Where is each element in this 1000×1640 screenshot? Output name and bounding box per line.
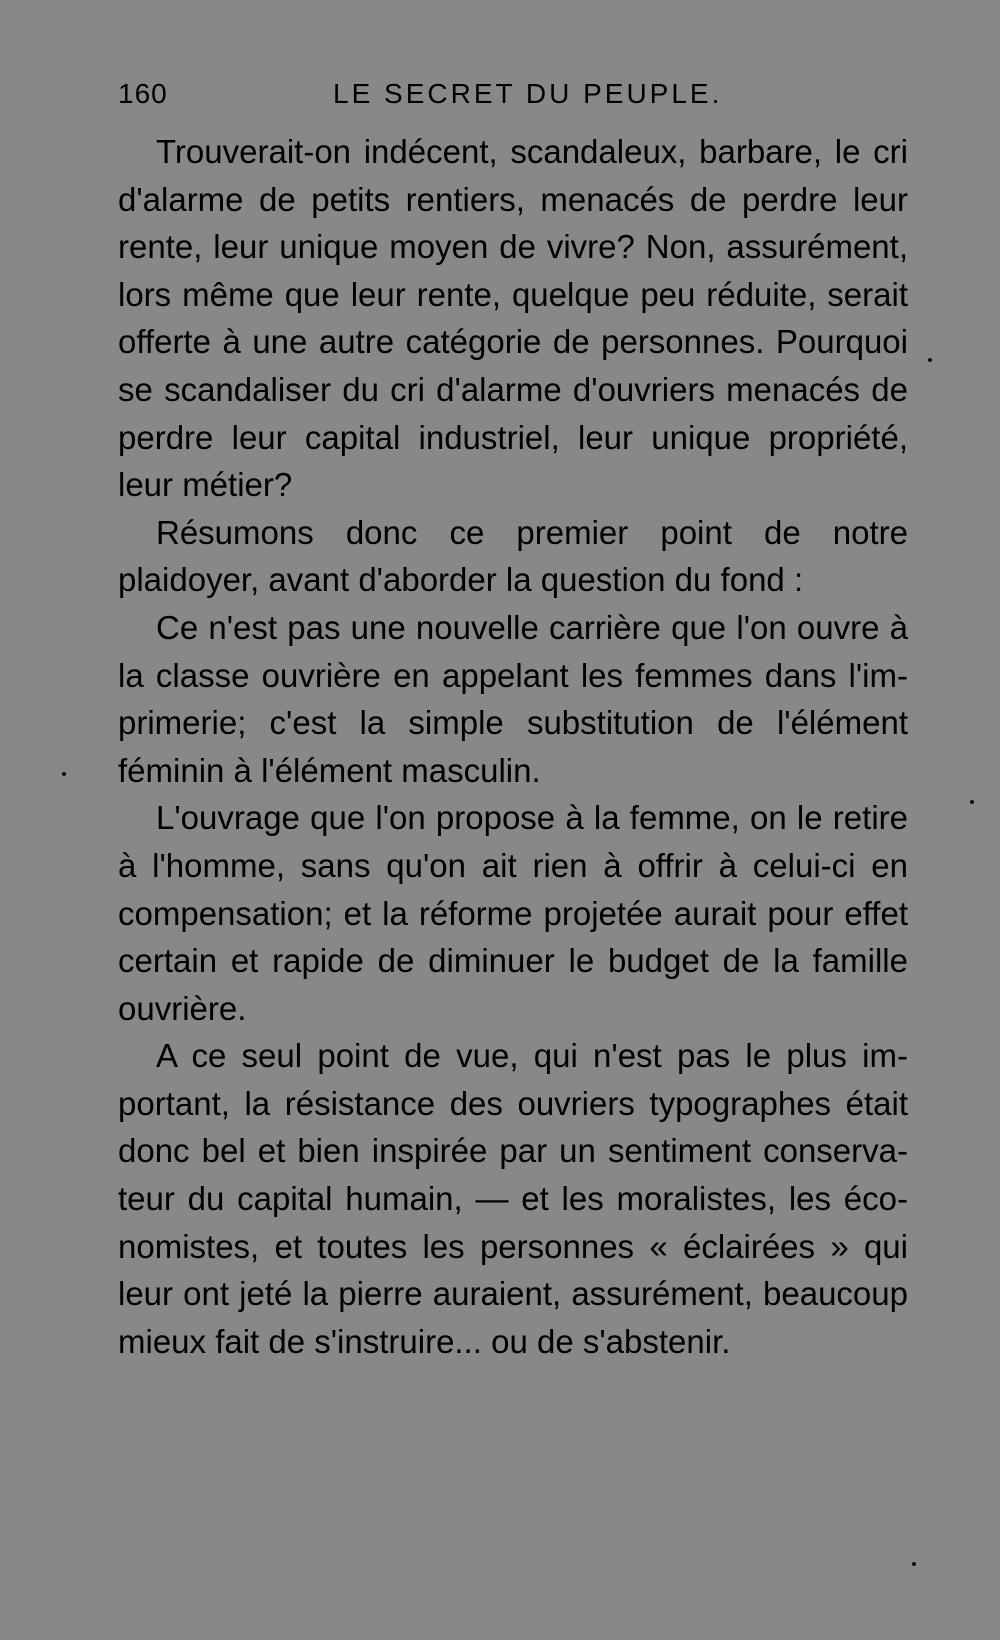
- running-title: LE SECRET DU PEUPLE.: [333, 78, 723, 109]
- page-number: 160: [118, 78, 168, 109]
- scan-speck: [62, 772, 66, 776]
- scan-speck: [928, 358, 932, 362]
- paragraph: L'ouvrage que l'on propose à la femme, on le retire à l'homme, sans qu'on ait rien à offrir à celui-ci en compensation; et la réforme projetée aurait pour effet certain et rapide de diminuer le budget de la famille ouvrière.: [118, 799, 908, 1027]
- paragraph: Trouverait-on indécent, scandaleux, barbare, le cri d'alarme de petits rentiers, menacés de perdre leur rente, leur unique moyen de vivre? Non, assurément, lors même que leur rente, quelque peu réduite, serait offerte à une autre catégorie de personnes. Pourquoi se scandaliser du cri d'alarme d'ouvriers menacés de perdre leur capital industriel, leur unique propriété, leur métier?: [118, 133, 908, 504]
- body-text: [118, 128, 908, 1365]
- scan-speck: [912, 1562, 916, 1566]
- paragraph: Résumons donc ce premier point de notre plaidoyer, avant d'aborder la question du fond :: [118, 513, 908, 599]
- paragraph: Ce n'est pas une nouvelle carrière que l'on ouvre à la classe ouvrière en appelant les femmes dans l'imprimerie; c'est la simple substitution de l'élément féminin à l'élément masculin.: [118, 608, 908, 789]
- paragraph: A ce seul point de vue, qui n'est pas le plus important, la résistance des ouvriers typographes était donc bel et bien inspirée par un sentiment conservateur du capital humain, — et les moralistes, les économistes, et toutes les personnes « éclairées » qui leur ont jeté la pierre auraient, assurément, beaucoup mieux fait de s'instruire... ou de s'abstenir.: [118, 1037, 908, 1360]
- running-head: [118, 78, 908, 118]
- scan-speck: [970, 800, 974, 804]
